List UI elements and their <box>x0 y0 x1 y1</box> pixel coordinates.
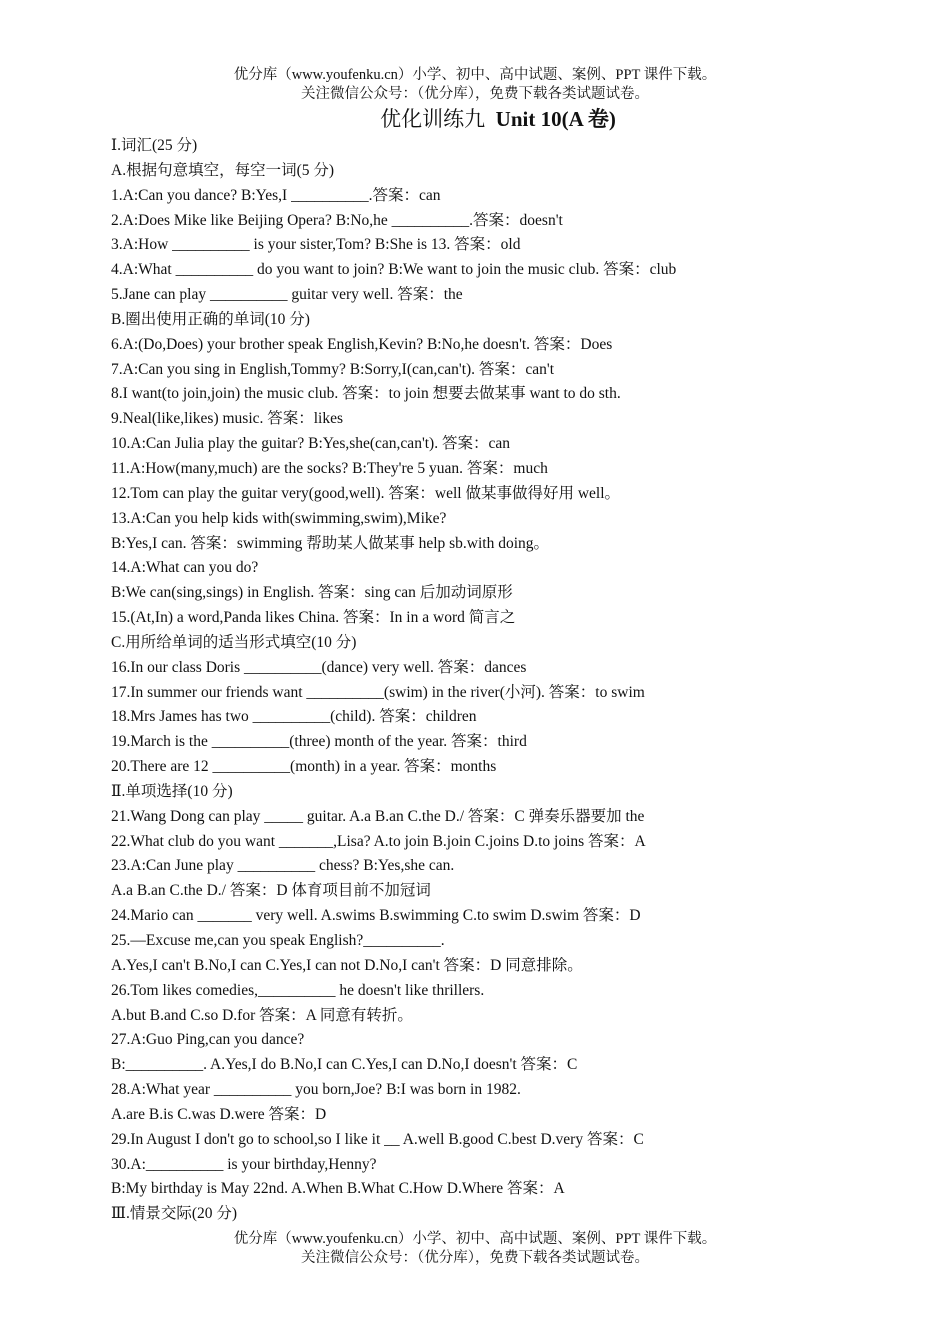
exercise-line: A.but B.and C.so D.for 答案：A 同意有转折。 <box>111 1006 413 1024</box>
exercise-line: 26.Tom likes comedies,__________ he doesn't like thrillers. <box>111 981 485 999</box>
header-line-2: 关注微信公众号：（优分库），免费下载各类试题试卷。 <box>301 86 649 102</box>
header-line-1: 优分库（www.youfenku.cn）小学、初中、高中试题、案例、PPT 课件下载。 <box>233 67 717 83</box>
exercise-line: 6.A:(Do,Does) your brother speak English,Kevin? B:No,he doesn't. 答案：Does <box>111 335 613 353</box>
exercise-line: 4.A:What __________ do you want to join? B:We want to join the music club. 答案：club <box>111 261 677 279</box>
title-unit: Unit 10(A 卷) <box>495 107 616 131</box>
page-header <box>0 66 950 104</box>
exercise-line: 10.A:Can Julia play the guitar? B:Yes,she(can,can't). 答案：can <box>111 435 510 453</box>
exercise-line: 1.A:Can you dance? B:Yes,I __________.答案：can <box>111 186 441 204</box>
exercise-line: 29.In August I don't go to school,so I like it __ A.well B.good C.best D.very 答案：C <box>111 1130 644 1148</box>
exercise-line: B:We can(sing,sings) in English. 答案：sing can 后加动词原形 <box>111 584 513 602</box>
exercise-line: 17.In summer our friends want __________(swim) in the river(小河). 答案：to swim <box>111 683 645 701</box>
exercise-line: 24.Mario can _______ very well. A.swims B.swimming C.to swim D.swim 答案：D <box>111 907 641 925</box>
page-footer <box>0 1230 950 1268</box>
exercise-line: B.圈出使用正确的单词(10 分) <box>111 310 310 328</box>
exercise-line: 5.Jane can play __________ guitar very well. 答案：the <box>111 286 463 304</box>
exercise-line: 7.A:Can you sing in English,Tommy? B:Sorry,I(can,can't). 答案：can't <box>111 360 555 378</box>
exercise-line: 11.A:How(many,much) are the socks? B:They're 5 yuan. 答案：much <box>111 459 548 477</box>
exercise-line: 15.(At,In) a word,Panda likes China. 答案：In in a word 简言之 <box>111 609 516 627</box>
exercise-line: Ⅰ.词汇(25 分) <box>111 137 198 154</box>
exercise-line: 25.—Excuse me,can you speak English?__________. <box>111 932 445 949</box>
exercise-line: 30.A:__________ is your birthday,Henny? <box>111 1155 377 1173</box>
exercise-line: 28.A:What year __________ you born,Joe? B:I was born in 1982. <box>111 1081 521 1099</box>
document-title <box>0 105 950 133</box>
exercise-line: 12.Tom can play the guitar very(good,well). 答案：well 做某事做得好用 well。 <box>111 484 621 502</box>
exercise-line: 23.A:Can June play __________ chess? B:Yes,she can. <box>111 857 455 875</box>
exercise-line: 27.A:Guo Ping,can you dance? <box>111 1031 305 1049</box>
exercise-content <box>111 134 911 1227</box>
exercise-line: B:__________. A.Yes,I do B.No,I can C.Yes,I can D.No,I doesn't 答案：C <box>111 1056 578 1074</box>
exercise-line: Ⅲ.情景交际(20 分) <box>111 1205 238 1223</box>
footer-line-2: 关注微信公众号：（优分库），免费下载各类试题试卷。 <box>301 1250 649 1266</box>
footer-line-1: 优分库（www.youfenku.cn）小学、初中、高中试题、案例、PPT 课件下载。 <box>233 1231 717 1247</box>
exercise-line: 18.Mrs James has two __________(child). 答案：children <box>111 708 477 726</box>
exercise-line: Ⅱ.单项选择(10 分) <box>111 782 233 800</box>
exercise-line: 20.There are 12 __________(month) in a year. 答案：months <box>111 758 497 776</box>
exercise-line: 21.Wang Dong can play _____ guitar. A.a B.an C.the D./ 答案：C 弹奏乐器要加 the <box>111 807 645 825</box>
exercise-line: 2.A:Does Mike like Beijing Opera? B:No,he __________.答案：doesn't <box>111 211 563 229</box>
exercise-line: 14.A:What can you do? <box>111 559 259 577</box>
exercise-line: 13.A:Can you help kids with(swimming,swim),Mike? <box>111 509 447 527</box>
exercise-line: A.are B.is C.was D.were 答案：D <box>111 1105 327 1123</box>
exercise-line: 9.Neal(like,likes) music. 答案：likes <box>111 410 344 428</box>
exercise-line: A.Yes,I can't B.No,I can C.Yes,I can not D.No,I can't 答案：D 同意排除。 <box>111 956 583 974</box>
exercise-line: B:Yes,I can. 答案：swimming 帮助某人做某事 help sb.with doing。 <box>111 534 550 552</box>
exercise-line: 22.What club do you want _______,Lisa? A.to join B.join C.joins D.to joins 答案：A <box>111 832 646 850</box>
exercise-line: A.a B.an C.the D./ 答案：D 体育项目前不加冠词 <box>111 882 431 900</box>
exercise-line: B:My birthday is May 22nd. A.When B.What C.How D.Where 答案：A <box>111 1180 565 1198</box>
exercise-line: A.根据句意填空，每空一词(5 分) <box>111 161 335 179</box>
exercise-line: C.用所给单词的适当形式填空(10 分) <box>111 633 357 651</box>
exercise-line: 16.In our class Doris __________(dance) very well. 答案：dances <box>111 658 527 676</box>
exercise-line: 8.I want(to join,join) the music club. 答案：to join 想要去做某事 want to do sth. <box>111 385 621 403</box>
exercise-line: 3.A:How __________ is your sister,Tom? B:She is 13. 答案：old <box>111 236 521 254</box>
title-chinese: 优化训练九 <box>380 107 486 131</box>
exercise-line: 19.March is the __________(three) month of the year. 答案：third <box>111 733 527 751</box>
